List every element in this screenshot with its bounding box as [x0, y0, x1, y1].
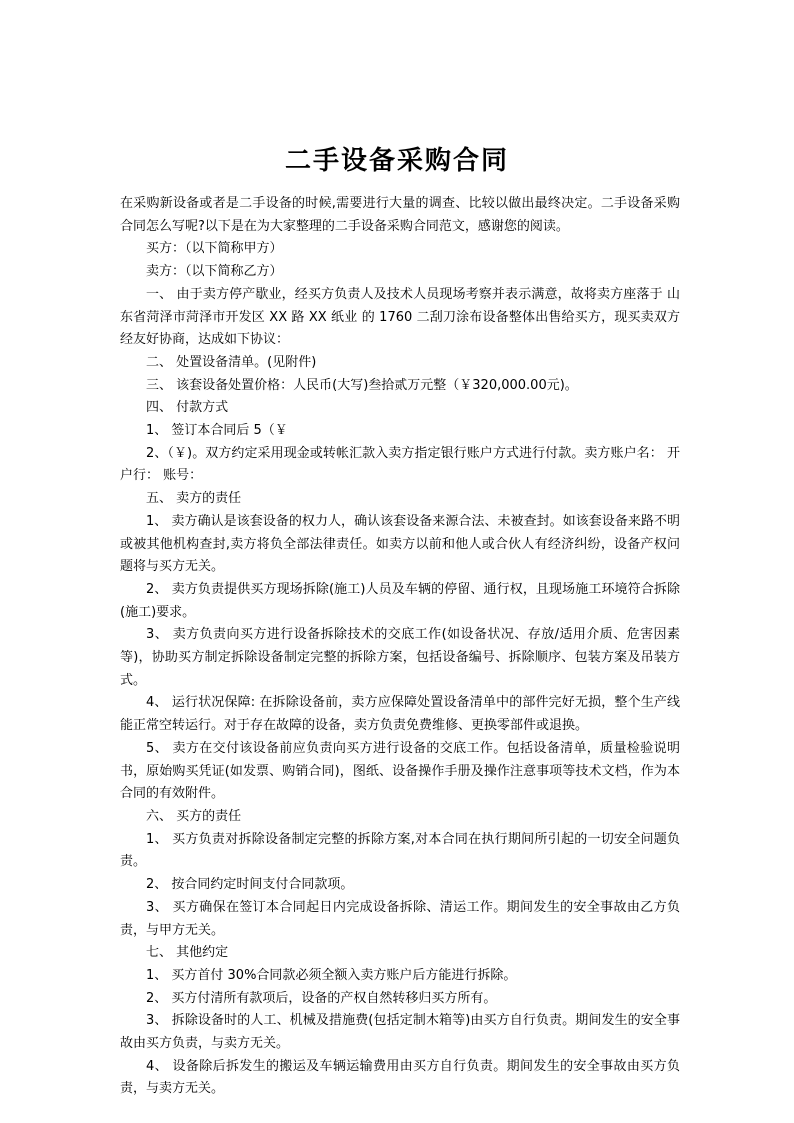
paragraph: 5、 卖方在交付该设备前应负责向买方进行设备的交底工作。包括设备清单，质量检验说明书，原始购买凭证(如发票、购销合同)，图纸、设备操作手册及操作注意事项等技术文档，作为本合同的有效附件。 [120, 740, 680, 802]
paragraph: 2、 买方付清所有款项后，设备的产权自然转移归买方所有。 [146, 990, 497, 1006]
paragraph: 2、 卖方负责提供买方现场拆除(施工)人员及车辆的停留、通行权，且现场施工环境符合拆除(施工)要求。 [120, 581, 680, 620]
paragraph: 2、（￥)。双方约定采用现金或转帐汇款入卖方指定银行账户方式进行付款。卖方账户名： 开户行： 账号： [120, 445, 680, 484]
paragraph: 在采购新设备或者是二手设备的时候,需要进行大量的调查、比较以做出最终决定。二手设备采购合同怎么写呢?以下是在为大家整理的二手设备采购合同范文，感谢您的阅读。 [120, 196, 680, 234]
paragraph: 1、 买方首付 30%合同款必须全额入卖方账户后方能进行拆除。 [146, 967, 517, 983]
paragraph: 一、 由于卖方停产歇业，经买方负责人及技术人员现场考察并表示满意，故将卖方座落于 山东省菏泽市菏泽市开发区 XX 路 XX 纸业 的 1760 二刮刀涂布设备整体出售给买方，现买卖双方经友好协商，达成如下协议： [120, 286, 680, 348]
paragraph: 1、 卖方确认是该套设备的权力人，确认该套设备来源合法、未被查封。如该套设备来路不明或被其他机构查封,卖方将负全部法律责任。如卖方以前和他人或合伙人有经济纠纷，设备产权问题将与买方无关。 [120, 513, 680, 575]
paragraph: 七、 其他约定 [146, 945, 229, 961]
paragraph: 五、 卖方的责任 [146, 491, 242, 507]
paragraph: 1、 签订本合同后 5（￥ [146, 423, 288, 439]
paragraph: 3、 拆除设备时的人工、机械及措施费(包括定制木箱等)由买方自行负责。期间发生的安全事故由买方负责，与卖方无关。 [120, 1013, 680, 1052]
paragraph: 卖方：（以下简称乙方） [146, 264, 283, 280]
document-title: 二手设备采购合同 [284, 146, 509, 177]
paragraph: 买方：（以下简称甲方） [146, 241, 283, 257]
paragraph: 2、 按合同约定时间支付合同款项。 [146, 877, 354, 893]
paragraph: 1、 买方负责对拆除设备制定完整的拆除方案,对本合同在执行期间所引起的一切安全问题负责。 [120, 831, 680, 870]
paragraph: 3、 买方确保在签订本合同起日内完成设备拆除、清运工作。期间发生的安全事故由乙方负责，与甲方无关。 [120, 899, 680, 938]
paragraph: 3、 卖方负责向买方进行设备拆除技术的交底工作(如设备状况、存放/适用介质、危害因素等)，协助买方制定拆除设备制定完整的拆除方案，包括设备编号、拆除顺序、包装方案及吊装方式。 [120, 627, 680, 688]
paragraph: 4、 设备除后拆发生的搬运及车辆运输费用由买方自行负责。期间发生的安全事故由买方负责，与卖方无关。 [120, 1058, 680, 1097]
paragraph: 六、 买方的责任 [146, 808, 242, 824]
paragraph: 4、 运行状况保障: 在拆除设备前，卖方应保障处置设备清单中的部件完好无损，整个生产线能正常空转运行。对于存在故障的设备，卖方负责免费维修、更换零部件或退换。 [120, 695, 680, 734]
paragraph: 三、 该套设备处置价格：人民币(大写)叁拾贰万元整（￥320,000.00元)。 [146, 377, 578, 393]
paragraph: 二、 处置设备清单。(见附件) [146, 354, 317, 370]
paragraph: 四、 付款方式 [146, 400, 229, 416]
document-body [120, 193, 680, 1101]
